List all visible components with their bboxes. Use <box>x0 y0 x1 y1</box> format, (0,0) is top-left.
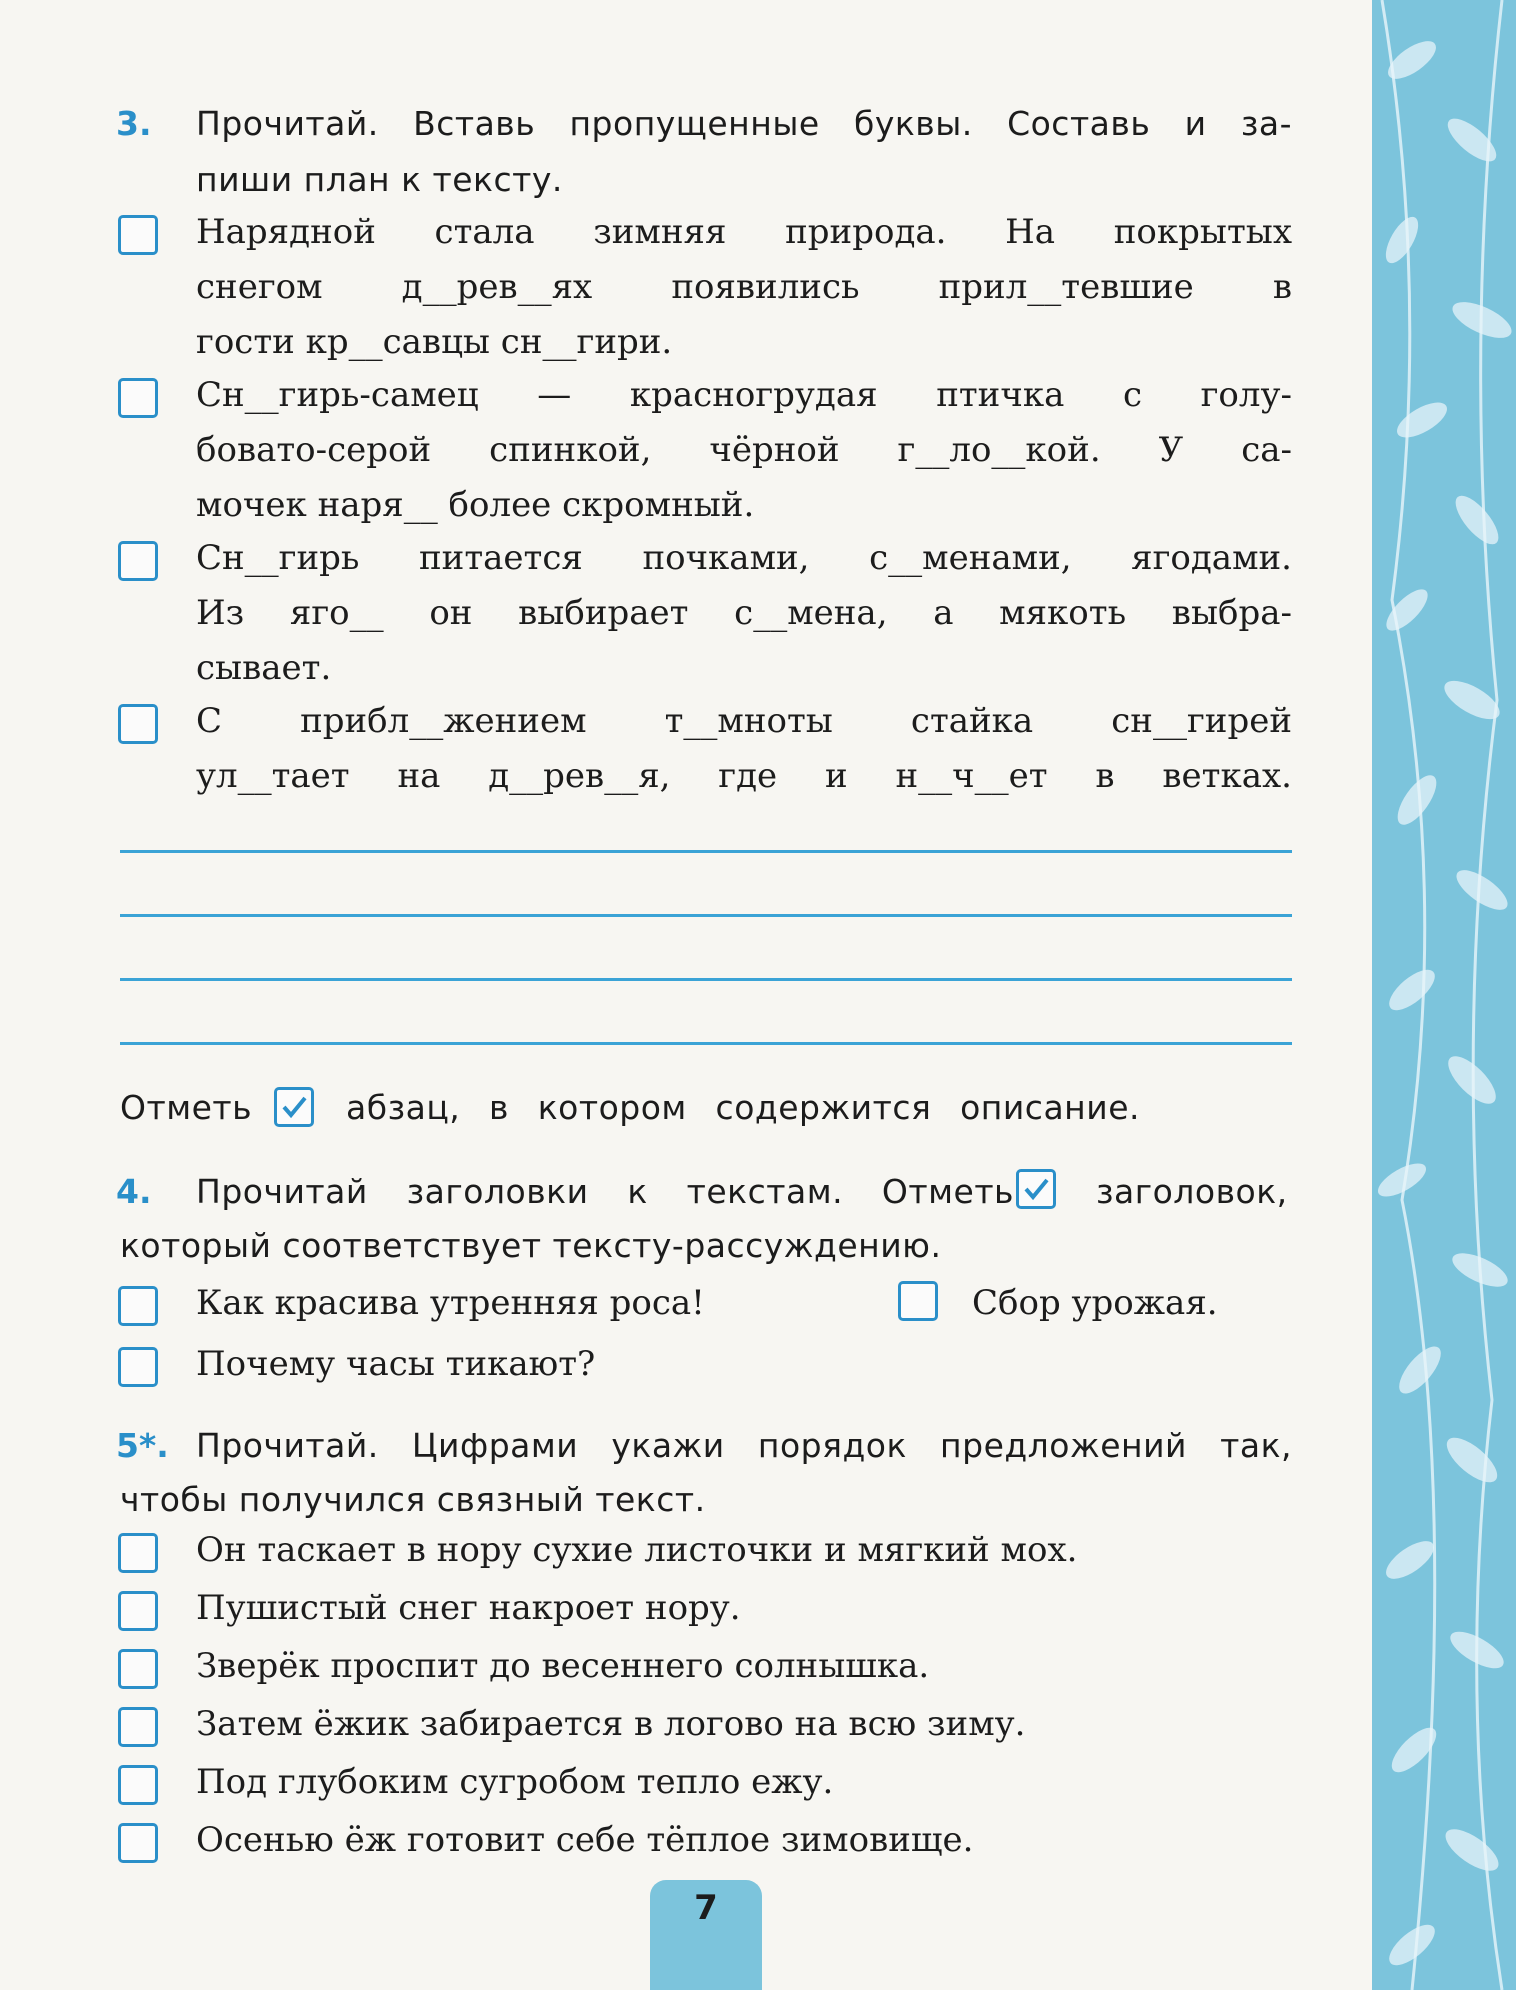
check-symbol-icon <box>274 1087 314 1127</box>
heading-option-3: Почему часы тикают? <box>196 1344 596 1384</box>
task-4-number: 4. <box>116 1172 152 1211</box>
paragraph-4-checkbox[interactable] <box>118 704 158 744</box>
sentence-2-number-box[interactable] <box>118 1591 158 1631</box>
sentence-3: Зверёк проспит до весеннего солнышка. <box>196 1646 930 1686</box>
task-3-instruction-line-1: Прочитай. Вставь пропущенные буквы. Составь и за- <box>196 104 1292 143</box>
paragraph-2-line-2: бовато-серой спинкой, чёрной г__ло__кой. У са- <box>196 430 1292 470</box>
sentence-2: Пушистый снег накроет нору. <box>196 1588 741 1628</box>
paragraph-1-checkbox[interactable] <box>118 215 158 255</box>
mark-paragraph-suffix: абзац, в котором содержится описание. <box>346 1088 1140 1127</box>
leaf-pattern-icon <box>1372 0 1516 1990</box>
paragraph-4-line-1: С прибл__жением т__мноты стайка сн__гирей <box>196 701 1292 741</box>
answer-line-4[interactable] <box>120 1042 1292 1045</box>
sentence-6-number-box[interactable] <box>118 1823 158 1863</box>
sentence-4-number-box[interactable] <box>118 1707 158 1747</box>
task-5-instruction-line-2: чтобы получился связный текст. <box>120 1480 706 1519</box>
sentence-1: Он таскает в нору сухие листочки и мягкий мох. <box>196 1530 1078 1570</box>
answer-line-1[interactable] <box>120 850 1292 853</box>
mark-paragraph-prefix: Отметь <box>120 1088 253 1127</box>
paragraph-3-line-3: сывает. <box>196 648 332 688</box>
decorative-leaf-band <box>1372 0 1516 1990</box>
paragraph-3-line-2: Из яго__ он выбирает с__мена, а мякоть выбра- <box>196 593 1292 633</box>
task-4-instruction-line-2: который соответствует тексту-рассуждению. <box>120 1226 942 1265</box>
check-symbol-icon <box>1016 1169 1056 1209</box>
heading-option-3-checkbox[interactable] <box>118 1347 158 1387</box>
task-5-number: 5*. <box>116 1426 169 1465</box>
heading-option-1: Как красива утренняя роса! <box>196 1283 705 1323</box>
answer-line-2[interactable] <box>120 914 1292 917</box>
sentence-5: Под глубоким сугробом тепло ежу. <box>196 1762 834 1802</box>
paragraph-2-line-3: мочек наря__ более скромный. <box>196 485 755 525</box>
heading-option-2: Сбор урожая. <box>972 1283 1218 1323</box>
task-3-instruction-line-2: пиши план к тексту. <box>196 160 563 199</box>
paragraph-1-line-2: снегом д__рев__ях появились прил__тевшие в <box>196 267 1292 307</box>
task-5-instruction-line-1: Прочитай. Цифрами укажи порядок предложений так, <box>196 1426 1292 1465</box>
task-4-instruction-line-1: Прочитай заголовки к текстам. Отметь <box>196 1172 1014 1211</box>
sentence-4: Затем ёжик забирается в логово на всю зиму. <box>196 1704 1026 1744</box>
sentence-5-number-box[interactable] <box>118 1765 158 1805</box>
paragraph-3-checkbox[interactable] <box>118 541 158 581</box>
paragraph-3-line-1: Сн__гирь питается почками, с__менами, ягодами. <box>196 538 1292 578</box>
answer-line-3[interactable] <box>120 978 1292 981</box>
heading-option-1-checkbox[interactable] <box>118 1286 158 1326</box>
paragraph-2-line-1: Сн__гирь-самец — красногрудая птичка с голу- <box>196 375 1292 415</box>
page-number: 7 <box>694 1888 718 1928</box>
paragraph-2-checkbox[interactable] <box>118 378 158 418</box>
paragraph-1-line-1: Нарядной стала зимняя природа. На покрытых <box>196 212 1292 252</box>
sentence-1-number-box[interactable] <box>118 1533 158 1573</box>
sentence-3-number-box[interactable] <box>118 1649 158 1689</box>
sentence-6: Осенью ёж готовит себе тёплое зимовище. <box>196 1820 974 1860</box>
task-3-number: 3. <box>116 104 152 143</box>
heading-option-2-checkbox[interactable] <box>898 1281 938 1321</box>
task-4-instruction-line-1-end: заголовок, <box>1096 1172 1288 1211</box>
paragraph-1-line-3: гости кр__савцы сн__гири. <box>196 322 673 362</box>
paragraph-4-line-2: ул__тает на д__рев__я, где и н__ч__ет в ветках. <box>196 756 1292 796</box>
